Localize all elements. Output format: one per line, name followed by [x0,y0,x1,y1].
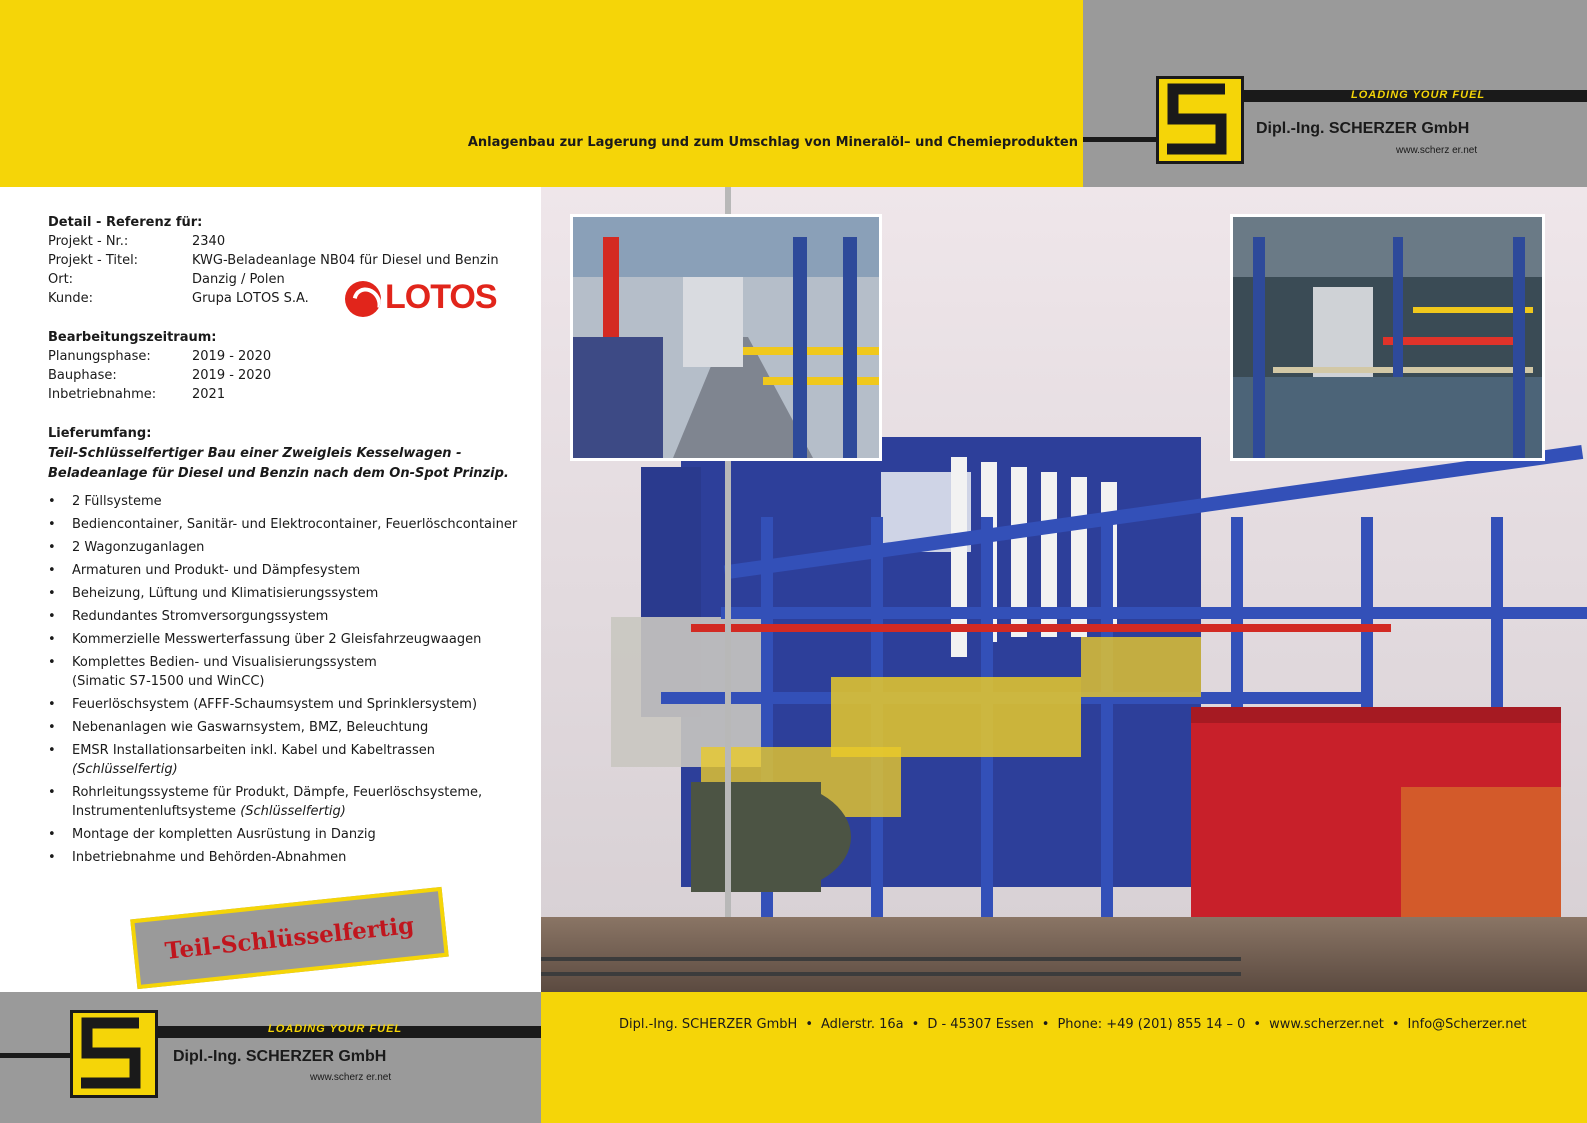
footer-yellow-band [541,992,1587,1123]
logo-slogan: LOADING YOUR FUEL [268,1023,403,1035]
lotos-logo-icon [345,281,381,317]
scherzer-s-logo-icon [1156,76,1244,164]
list-item: • Montage der kompletten Ausrüstung in Danzig [48,825,528,844]
logo-line [0,1053,75,1058]
reference-row [48,251,528,270]
reference-value: KWG-Beladeanlage NB04 für Diesel und Benzin [192,253,499,268]
turnkey-stamp [130,887,449,989]
reference-row [48,232,528,251]
reference-key: Ort: [48,272,74,287]
footer-company-logo [0,992,541,1123]
list-item: • Feuerlöschsystem (AFFF-Schaumsystem und Sprinklersystem) [48,695,528,714]
list-item: • EMSR Installationsarbeiten inkl. Kabel und Kabeltrassen (Schlüsselfertig) [48,741,468,779]
stamp-text: Teil-Schlüsselfertig [163,911,416,965]
scope-list [48,492,528,867]
header-company-logo [1083,0,1587,187]
scope-summary: Teil-Schlüsselfertiger Bau einer Zweigleis Kesselwagen - Beladeanlage für Diesel und Benzin nach dem On-Spot Prinzip. [48,446,509,481]
list-item: • Nebenanlagen wie Gaswarnsystem, BMZ, Beleuchtung [48,718,528,737]
reference-key: Projekt - Nr.: [48,234,129,249]
reference-value: Danzig / Polen [192,272,285,287]
period-value: 2021 [192,387,226,402]
period-value: 2019 - 2020 [192,349,272,364]
period-title: Bearbeitungszeitraum: [48,330,217,345]
inset-photo-platform [1230,214,1545,461]
period-key: Planungsphase: [48,349,151,364]
header-yellow-band [0,0,1083,187]
scherzer-s-logo-icon [70,1010,158,1098]
reference-key: Kunde: [48,291,93,306]
reference-key: Projekt - Titel: [48,253,139,268]
period-key: Bauphase: [48,368,117,383]
footer-separator: • [1253,1017,1262,1032]
list-item: • Inbetriebnahme und Behörden-Abnahmen [48,848,528,867]
logo-slogan: LOADING YOUR FUEL [1351,89,1486,101]
footer-separator: • [805,1017,813,1032]
logo-website: www.scherz er.net [310,1072,392,1083]
logo-website: www.scherz er.net [1396,145,1478,156]
reference-title: Detail - Referenz für: [48,215,203,230]
footer-city: D - 45307 Essen [927,1017,1034,1032]
scope-title: Lieferumfang: [48,426,152,441]
list-item: • Redundantes Stromversorgungssystem [48,607,528,626]
list-item: • Rohrleitungssysteme für Produkt, Dämpfe, Feuerlöschsysteme, Instrumentenluftsysteme (Schlüsselfertig) [48,783,488,821]
footer-phone: Phone: +49 (201) 855 14 – 0 [1057,1017,1246,1032]
reference-value: Grupa LOTOS S.A. [192,291,309,306]
inset-photo-walkway [570,214,882,461]
period-row [48,366,528,385]
footer-separator: • [1391,1017,1400,1032]
list-item: • 2 Füllsysteme [48,492,528,511]
period-key: Inbetriebnahme: [48,387,157,402]
footer-separator: • [911,1017,920,1032]
logo-company-name: Dipl.-Ing. SCHERZER GmbH [173,1048,387,1065]
list-item: • Beheizung, Lüftung und Klimatisierungssystem [48,584,528,603]
list-item: • 2 Wagonzuganlagen [48,538,528,557]
logo-company-name: Dipl.-Ing. SCHERZER GmbH [1256,120,1470,137]
reference-value: 2340 [192,234,226,249]
list-item: • Armaturen und Produkt- und Dämpfesystem [48,561,528,580]
list-item: • Komplettes Bedien- und Visualisierungssystem (Simatic S7-1500 und WinCC) [48,653,408,691]
footer-company: Dipl.-Ing. SCHERZER GmbH [619,1017,798,1032]
list-item: • Kommerzielle Messwerterfassung über 2 Gleisfahrzeugwaagen [48,630,528,649]
footer-contact-line [619,1017,1527,1032]
lotos-logo-text: LOTOS [385,278,497,316]
list-item: • Bediencontainer, Sanitär- und Elektrocontainer, Feuerlöschcontainer [48,515,528,534]
footer-street: Adlerstr. 16a [820,1017,904,1032]
logo-line [1083,137,1158,142]
footer-email-link[interactable]: Info@Scherzer.net [1407,1017,1527,1032]
header-tagline: Anlagenbau zur Lagerung und zum Umschlag von Mineralöl– und Chemieprodukten [467,135,1078,150]
footer-separator: • [1041,1017,1050,1032]
period-row [48,385,528,404]
lotos-logo [345,280,495,318]
footer-website-link[interactable]: www.scherzer.net [1269,1017,1384,1032]
period-row [48,347,528,366]
period-value: 2019 - 2020 [192,368,272,383]
